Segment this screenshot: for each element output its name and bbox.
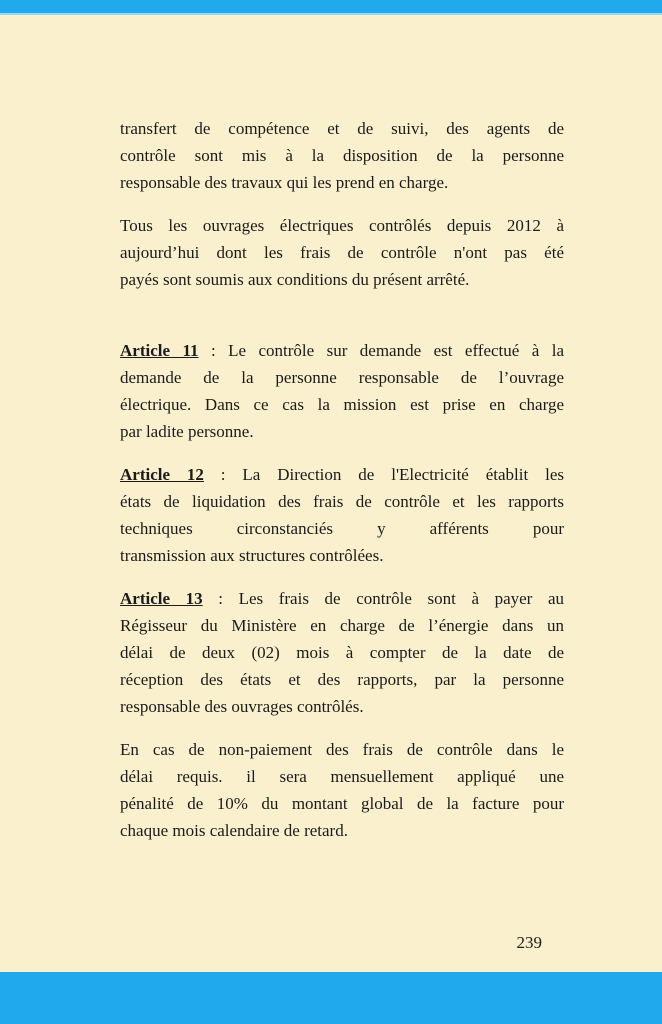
- article-paragraph: [120, 585, 564, 720]
- text-line: aujourd’hui dont les frais de contrôle n'ont pas été: [120, 243, 564, 262]
- article-label: Article 11: [120, 341, 199, 360]
- text-line: [120, 461, 564, 488]
- text-line: responsable des ouvrages contrôlés.: [120, 697, 364, 716]
- body-paragraph: [120, 736, 564, 844]
- text-line: délai de deux (02) mois à compter de la date de: [120, 643, 564, 662]
- text-line: transfert de compétence et de suivi, des agents de: [120, 119, 564, 138]
- article-first-line-text: : La Direction de l'Electricité établit les: [203, 465, 564, 484]
- body-paragraph: [120, 212, 564, 293]
- text-line: techniques circonstanciés y afférents pour: [120, 519, 564, 538]
- article-label: Article 12: [120, 465, 204, 484]
- text-line: délai requis. il sera mensuellement appliqué une: [120, 767, 564, 786]
- text-line: par ladite personne.: [120, 422, 254, 441]
- article-first-line-text: : Les frais de contrôle sont à payer au: [202, 589, 564, 608]
- article-first-line-text: : Le contrôle sur demande est effectué à la: [198, 341, 564, 360]
- text-line: Tous les ouvrages électriques contrôlés depuis 2012 à: [120, 216, 564, 235]
- text-line: pénalité de 10% du montant global de la facture pour: [120, 794, 564, 813]
- document-body: [120, 115, 564, 860]
- text-line: transmission aux structures contrôlées.: [120, 546, 384, 565]
- article-paragraph: [120, 337, 564, 445]
- text-line: chaque mois calendaire de retard.: [120, 821, 348, 840]
- text-line: [120, 585, 564, 612]
- page-number: 239: [516, 933, 542, 952]
- bottom-border-bar: [0, 972, 662, 1024]
- text-line: contrôle sont mis à la disposition de la personne: [120, 146, 564, 165]
- text-line: [120, 337, 564, 364]
- text-line: électrique. Dans ce cas la mission est prise en charge: [120, 395, 564, 414]
- article-paragraph: [120, 461, 564, 569]
- text-line: responsable des travaux qui les prend en charge.: [120, 173, 449, 192]
- text-line: réception des états et des rapports, par la personne: [120, 670, 564, 689]
- body-paragraph: [120, 115, 564, 196]
- top-border-bar: [0, 0, 662, 15]
- text-line: Régisseur du Ministère en charge de l’énergie dans un: [120, 616, 564, 635]
- text-line: demande de la personne responsable de l’ouvrage: [120, 368, 564, 387]
- text-line: En cas de non-paiement des frais de contrôle dans le: [120, 740, 564, 759]
- article-label: Article 13: [120, 589, 203, 608]
- text-line: états de liquidation des frais de contrôle et les rapports: [120, 492, 564, 511]
- text-line: payés sont soumis aux conditions du présent arrêté.: [120, 270, 470, 289]
